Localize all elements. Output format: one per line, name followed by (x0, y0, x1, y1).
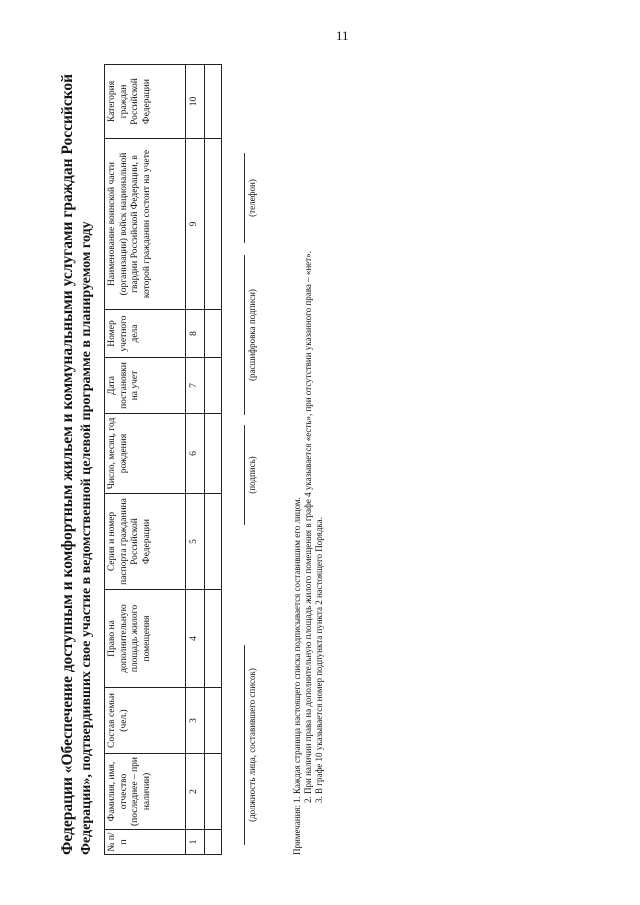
note-item: 2. При наличии права на дополнительную площадь жилого помещения в графе 4 указывается «есть», при отсутствии указанного права – «нет». (303, 251, 313, 803)
col-number: 7 (186, 358, 205, 414)
empty-cell (205, 688, 222, 754)
empty-cell (205, 830, 222, 855)
empty-cell (205, 414, 222, 494)
empty-cell (205, 65, 222, 139)
heading-line-1: Федерации «Обеспечение доступным и комфортным жильем и коммунальными услугами граждан Российской (59, 73, 76, 855)
document-heading (58, 55, 96, 855)
citizens-table (104, 64, 222, 855)
col-number: 3 (186, 688, 205, 754)
col-number: 9 (186, 139, 205, 310)
empty-cell (205, 754, 222, 830)
col-header: Дата постановки на учет (105, 358, 186, 414)
col-header: Фамилия, имя, отчество (последнее – при наличии) (105, 754, 186, 830)
col-number: 2 (186, 754, 205, 830)
notes-list (292, 251, 325, 803)
heading-line-2: Федерации», подтвердивших свое участие в ведомственной целевой программе в планируемом году (79, 221, 94, 855)
col-header: Категория граждан Российской Федерации (105, 65, 186, 139)
empty-cell (205, 494, 222, 590)
col-number: 8 (186, 310, 205, 358)
col-number: 6 (186, 414, 205, 494)
col-header: Состав семьи (чел.) (105, 688, 186, 754)
signature-phone: (телефон) (244, 153, 257, 243)
col-number: 5 (186, 494, 205, 590)
col-number: 1 (186, 830, 205, 855)
notes-title: Примечания: (292, 804, 302, 855)
column-number-row (186, 65, 205, 855)
note-item: 3. В графе 10 указывается номер подпункта пункта 2 настоящего Порядка. (314, 517, 324, 803)
document-sheet (40, 55, 340, 855)
empty-cell (205, 358, 222, 414)
empty-cell (205, 139, 222, 310)
page-number: 11 (336, 28, 349, 43)
col-number: 4 (186, 590, 205, 688)
col-number: 10 (186, 65, 205, 139)
signature-transcript: (расшифровка подписи) (244, 255, 257, 415)
col-header: Номер учетного дела (105, 310, 186, 358)
col-header: № п/п (105, 830, 186, 855)
note-item: 1. Каждая страница настоящего списка подписывается составившим его лицом. (292, 497, 302, 803)
signature-position: (должность лица, составившего список) (244, 645, 257, 845)
col-header: Серия и номер паспорта гражданина Российской Федерации (105, 494, 186, 590)
empty-row (205, 65, 222, 855)
col-header: Наименование воинской части (организации) войск национальной гвардии Российской Федерации, в которой гражданин состоит на учете (105, 139, 186, 310)
signature-sign: (подпись) (244, 425, 257, 525)
table-header-row (105, 65, 186, 855)
col-header: Право на дополнительную площадь жилого помещения (105, 590, 186, 688)
col-header: Число, месяц, год рождения (105, 414, 186, 494)
empty-cell (205, 590, 222, 688)
empty-cell (205, 310, 222, 358)
